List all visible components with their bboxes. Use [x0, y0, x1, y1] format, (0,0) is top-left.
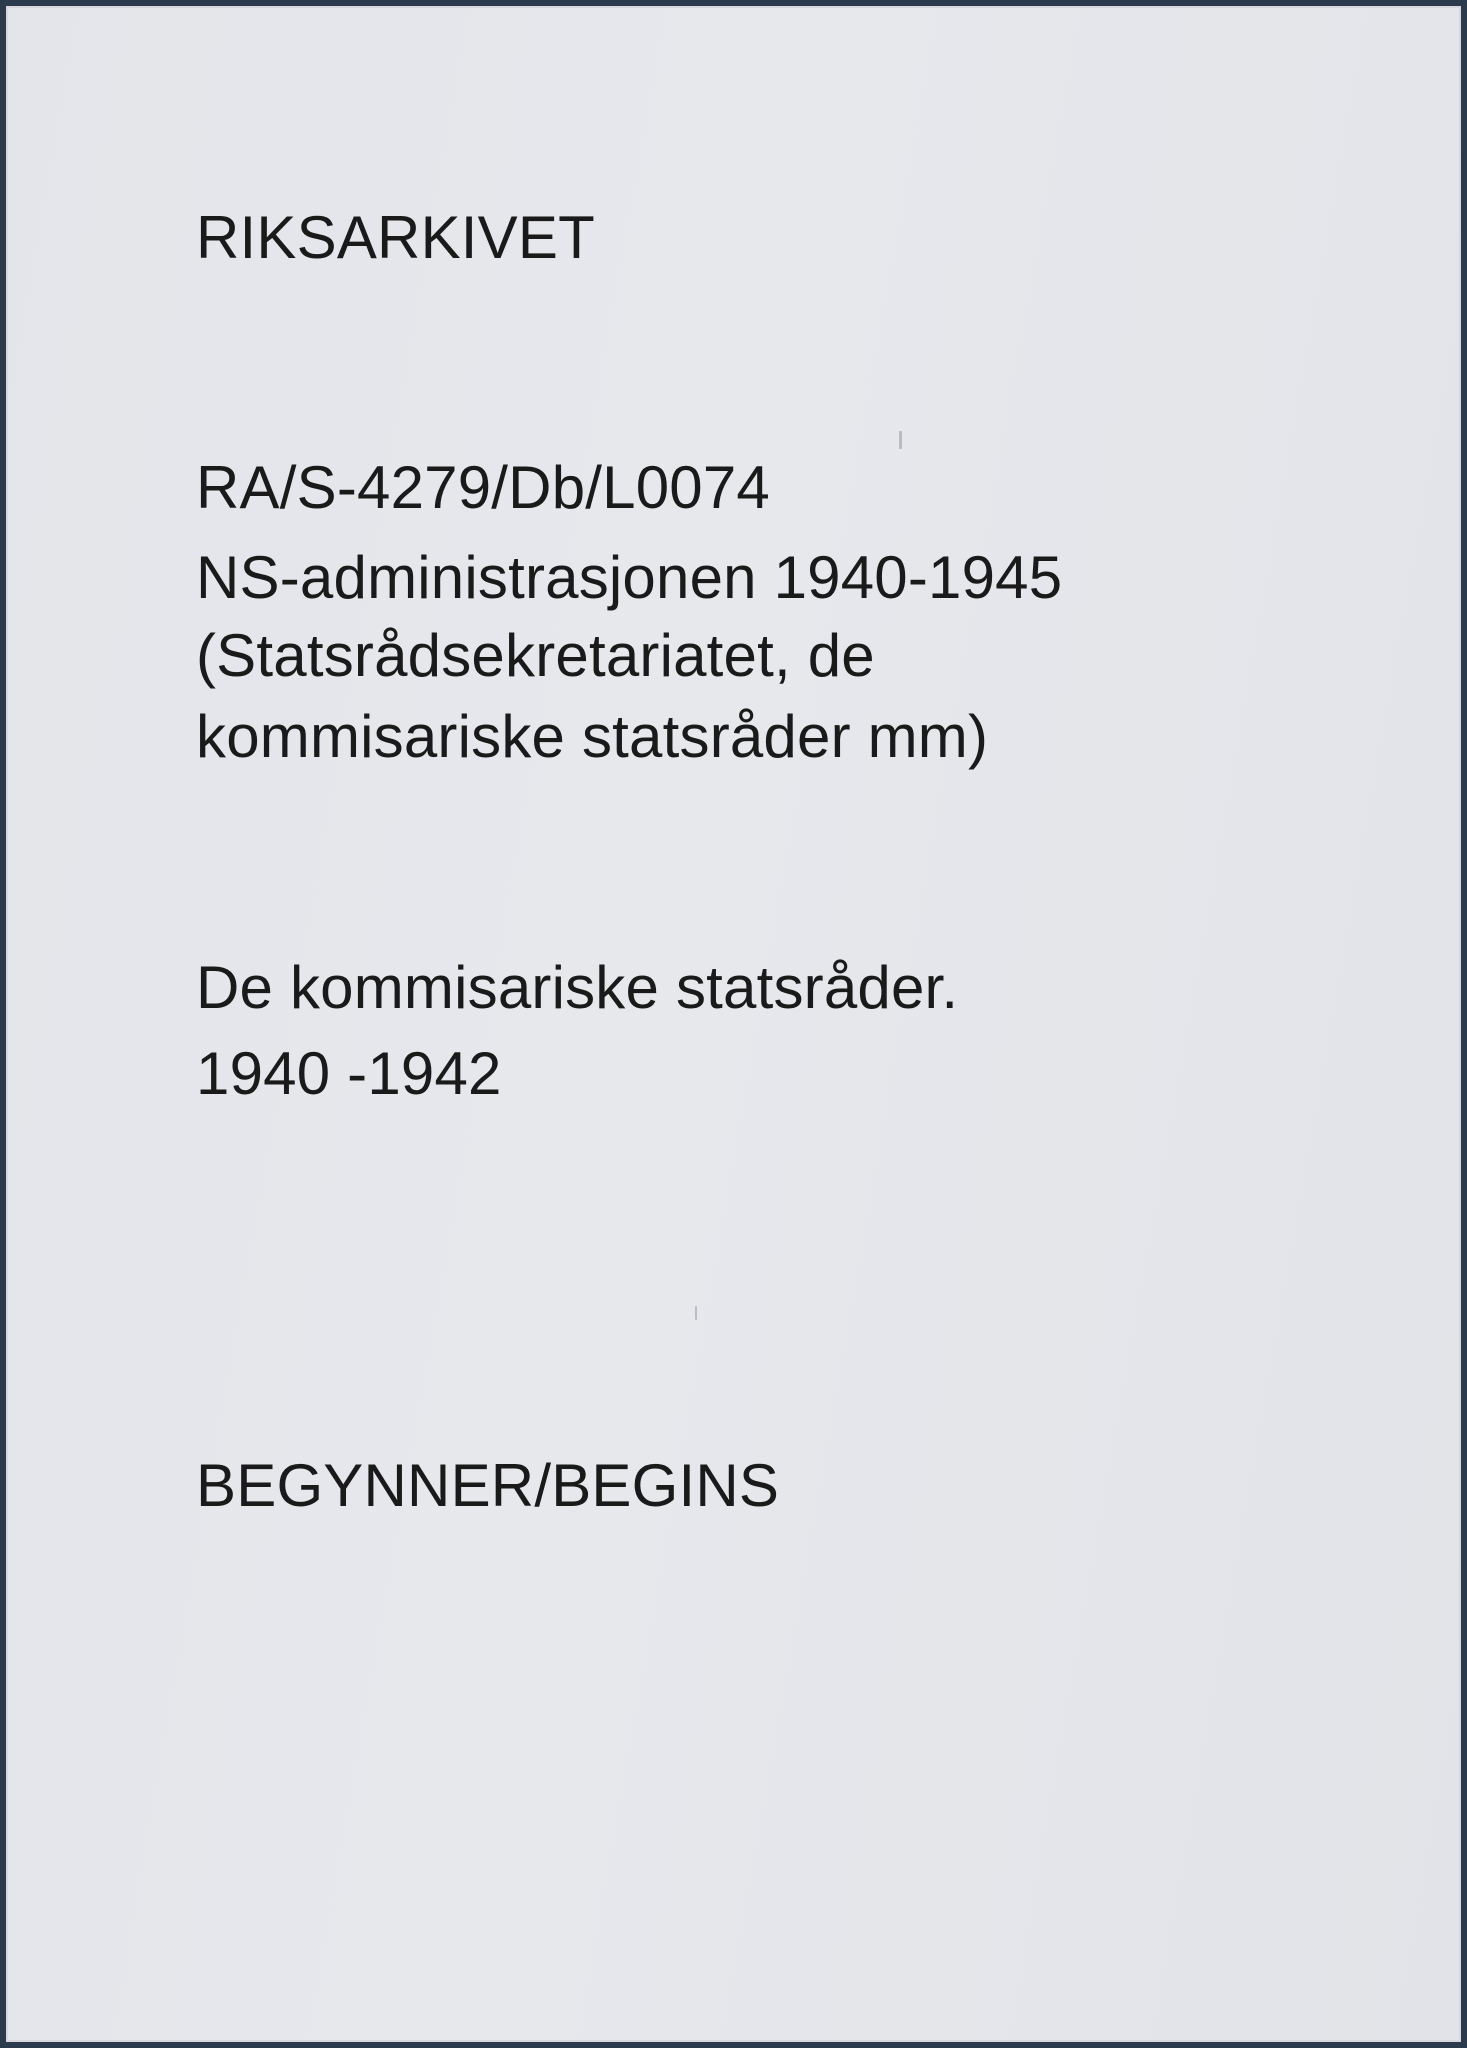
archive-name: RIKSARKIVET: [196, 204, 595, 271]
document-sheet: [6, 6, 1461, 2042]
series-period: 1940 -1942: [196, 1040, 502, 1107]
fonds-line-1: NS-administrasjonen 1940-1945: [196, 544, 1063, 611]
fonds-line-3: kommisariske statsråder mm): [196, 703, 989, 770]
begins-marker: BEGYNNER/BEGINS: [196, 1452, 780, 1519]
paper-speck: [695, 1306, 697, 1320]
reference-code: RA/S-4279/Db/L0074: [196, 454, 770, 521]
paper-speck: [899, 431, 902, 449]
fonds-line-2: (Statsrådsekretariatet, de: [196, 622, 875, 689]
series-title: De kommisariske statsråder.: [196, 954, 959, 1021]
